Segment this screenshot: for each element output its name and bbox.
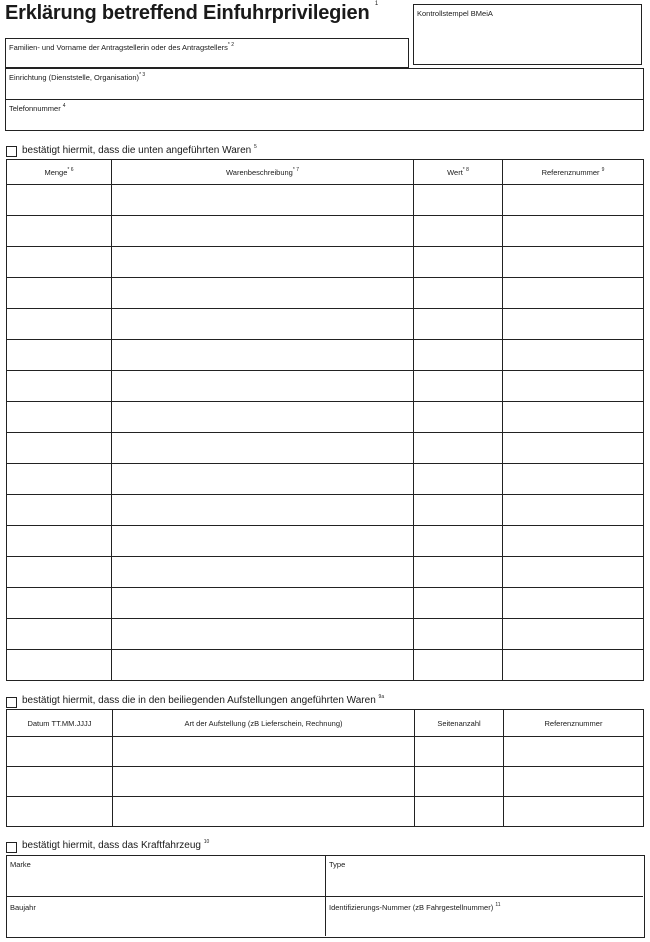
attached-lists-cell[interactable] — [504, 797, 644, 827]
goods-col-header: Wert$^{* 8}$ — [414, 160, 503, 185]
institution-label: Einrichtung (Dienststelle, Organisation)$^{* 3}$ — [9, 72, 146, 82]
goods-table-row — [7, 495, 644, 526]
goods-table-row — [7, 185, 644, 216]
attached-lists-row — [7, 767, 644, 797]
goods-table-cell[interactable] — [112, 402, 414, 433]
institution-field[interactable] — [6, 69, 643, 100]
goods-table-cell[interactable] — [7, 185, 112, 216]
goods-table-cell[interactable] — [112, 340, 414, 371]
goods-table-cell[interactable] — [414, 526, 503, 557]
goods-table-cell[interactable] — [7, 371, 112, 402]
vehicle-checkbox[interactable] — [6, 842, 17, 853]
attached-lists-cell[interactable] — [113, 797, 415, 827]
vehicle-confirm-text: bestätigt hiermit, dass das Kraftfahrzeug $^{10}$ — [22, 839, 210, 851]
lists-col-header: Seitenanzahl — [415, 710, 504, 737]
goods-table-cell[interactable] — [112, 371, 414, 402]
goods-table-cell[interactable] — [7, 216, 112, 247]
form-title: Erklärung betreffend Einfuhrprivilegien $^1$ — [5, 1, 378, 24]
goods-table-row — [7, 340, 644, 371]
control-stamp-label: Kontrollstempel BMeiA — [417, 9, 493, 18]
goods-table-cell[interactable] — [503, 464, 644, 495]
goods-table-cell[interactable] — [503, 278, 644, 309]
attached-lists-cell[interactable] — [7, 767, 113, 797]
goods-table-cell[interactable] — [112, 309, 414, 340]
goods-table-row — [7, 433, 644, 464]
goods-table-cell[interactable] — [112, 588, 414, 619]
goods-table-cell[interactable] — [414, 464, 503, 495]
goods-table-cell[interactable] — [7, 309, 112, 340]
goods-table-cell[interactable] — [503, 309, 644, 340]
attached-lists-cell[interactable] — [7, 797, 113, 827]
goods-table-cell[interactable] — [503, 495, 644, 526]
attached-lists-confirm-text: bestätigt hiermit, dass die in den beiliegenden Aufstellungen angeführten Waren $^{9a}$ — [22, 694, 385, 706]
goods-table-cell[interactable] — [414, 216, 503, 247]
goods-table-cell[interactable] — [112, 650, 414, 681]
goods-table-cell[interactable] — [7, 278, 112, 309]
year-label: Baujahr — [10, 903, 36, 912]
goods-table-cell[interactable] — [503, 619, 644, 650]
goods-table-cell[interactable] — [503, 557, 644, 588]
goods-table-row — [7, 650, 644, 681]
goods-table-cell[interactable] — [7, 526, 112, 557]
brand-label: Marke — [10, 860, 31, 869]
goods-table-cell[interactable] — [414, 309, 503, 340]
lists-col-header: Referenznummer — [504, 710, 644, 737]
attached-lists-table — [6, 709, 644, 827]
goods-table-cell[interactable] — [112, 557, 414, 588]
goods-table-cell[interactable] — [7, 247, 112, 278]
goods-col-header: Menge$^{* 6}$ — [7, 160, 112, 185]
goods-table-row — [7, 557, 644, 588]
goods-table-cell[interactable] — [414, 619, 503, 650]
goods-table-cell[interactable] — [503, 650, 644, 681]
goods-table-cell[interactable] — [112, 185, 414, 216]
goods-table-cell[interactable] — [503, 588, 644, 619]
goods-table-cell[interactable] — [503, 340, 644, 371]
goods-table-cell[interactable] — [112, 247, 414, 278]
goods-table-cell[interactable] — [414, 588, 503, 619]
goods-below-confirm-text: bestätigt hiermit, dass die unten angeführten Waren $^5$ — [22, 144, 257, 156]
goods-table-cell[interactable] — [112, 619, 414, 650]
attached-lists-cell[interactable] — [504, 737, 644, 767]
goods-table-cell[interactable] — [7, 402, 112, 433]
goods-table-cell[interactable] — [7, 464, 112, 495]
goods-table-cell[interactable] — [414, 371, 503, 402]
attached-lists-row — [7, 797, 644, 827]
attached-lists-cell[interactable] — [415, 767, 504, 797]
goods-table-cell[interactable] — [414, 433, 503, 464]
control-stamp-box — [413, 4, 642, 65]
attached-lists-cell[interactable] — [113, 767, 415, 797]
goods-table-cell[interactable] — [414, 557, 503, 588]
goods-table — [6, 159, 644, 681]
phone-field[interactable] — [6, 100, 643, 130]
goods-table-row — [7, 402, 644, 433]
goods-col-header: Warenbeschreibung$^{* 7}$ — [112, 160, 414, 185]
goods-table-cell[interactable] — [503, 216, 644, 247]
goods-table-row — [7, 309, 644, 340]
goods-table-row — [7, 278, 644, 309]
type-label: Type — [329, 860, 346, 869]
title-footnote: 1 — [374, 1, 378, 7]
goods-table-cell[interactable] — [7, 588, 112, 619]
attached-lists-cell[interactable] — [113, 737, 415, 767]
attached-lists-cell[interactable] — [504, 767, 644, 797]
goods-table-cell[interactable] — [503, 371, 644, 402]
goods-table-cell[interactable] — [414, 278, 503, 309]
goods-table-cell[interactable] — [112, 464, 414, 495]
attached-lists-cell[interactable] — [7, 737, 113, 767]
goods-table-cell[interactable] — [7, 619, 112, 650]
goods-table-row — [7, 588, 644, 619]
goods-table-cell[interactable] — [414, 402, 503, 433]
goods-table-cell[interactable] — [414, 185, 503, 216]
type-field[interactable] — [326, 856, 643, 897]
attached-lists-checkbox[interactable] — [6, 697, 17, 708]
goods-table-cell[interactable] — [7, 557, 112, 588]
goods-table-cell[interactable] — [112, 433, 414, 464]
goods-table-row — [7, 526, 644, 557]
goods-table-row — [7, 216, 644, 247]
goods-table-row — [7, 619, 644, 650]
vin-label: Identifizierungs-Nummer (zB Fahrgestellnummer) $^{11}$ — [329, 902, 501, 912]
institution-phone-block — [5, 68, 644, 131]
attached-lists-cell[interactable] — [415, 737, 504, 767]
goods-col-header: Referenznummer $^9$ — [503, 160, 644, 185]
goods-table-cell[interactable] — [414, 247, 503, 278]
goods-table-cell[interactable] — [7, 340, 112, 371]
phone-label: Telefonnummer $^4$ — [9, 103, 66, 113]
lists-col-header: Datum TT.MM.JJJJ — [7, 710, 113, 737]
goods-table-header — [7, 160, 644, 185]
goods-table-row — [7, 464, 644, 495]
goods-table-cell[interactable] — [503, 433, 644, 464]
goods-table-cell[interactable] — [112, 278, 414, 309]
goods-table-cell[interactable] — [112, 495, 414, 526]
goods-table-cell[interactable] — [7, 650, 112, 681]
goods-table-cell[interactable] — [503, 402, 644, 433]
applicant-name-label: Familien- und Vorname der Antragstellerin oder des Antragstellers$^{* 2}$ — [9, 42, 234, 52]
vin-field[interactable] — [326, 897, 643, 936]
attached-lists-cell[interactable] — [415, 797, 504, 827]
goods-table-cell[interactable] — [7, 433, 112, 464]
applicant-name-field[interactable] — [5, 38, 409, 68]
goods-table-cell[interactable] — [414, 340, 503, 371]
goods-table-cell[interactable] — [503, 247, 644, 278]
vehicle-block — [6, 855, 645, 938]
goods-table-cell[interactable] — [7, 495, 112, 526]
goods-table-cell[interactable] — [503, 185, 644, 216]
lists-col-header: Art der Aufstellung (zB Lieferschein, Rechnung) — [113, 710, 415, 737]
goods-table-cell[interactable] — [414, 495, 503, 526]
goods-table-cell[interactable] — [414, 650, 503, 681]
goods-table-cell[interactable] — [112, 216, 414, 247]
brand-field[interactable] — [7, 856, 326, 897]
attached-lists-row — [7, 737, 644, 767]
goods-table-cell[interactable] — [112, 526, 414, 557]
year-field[interactable] — [7, 897, 326, 936]
goods-table-row — [7, 371, 644, 402]
goods-below-checkbox[interactable] — [6, 146, 17, 157]
goods-table-cell[interactable] — [503, 526, 644, 557]
goods-table-row — [7, 247, 644, 278]
attached-lists-header — [7, 710, 644, 737]
